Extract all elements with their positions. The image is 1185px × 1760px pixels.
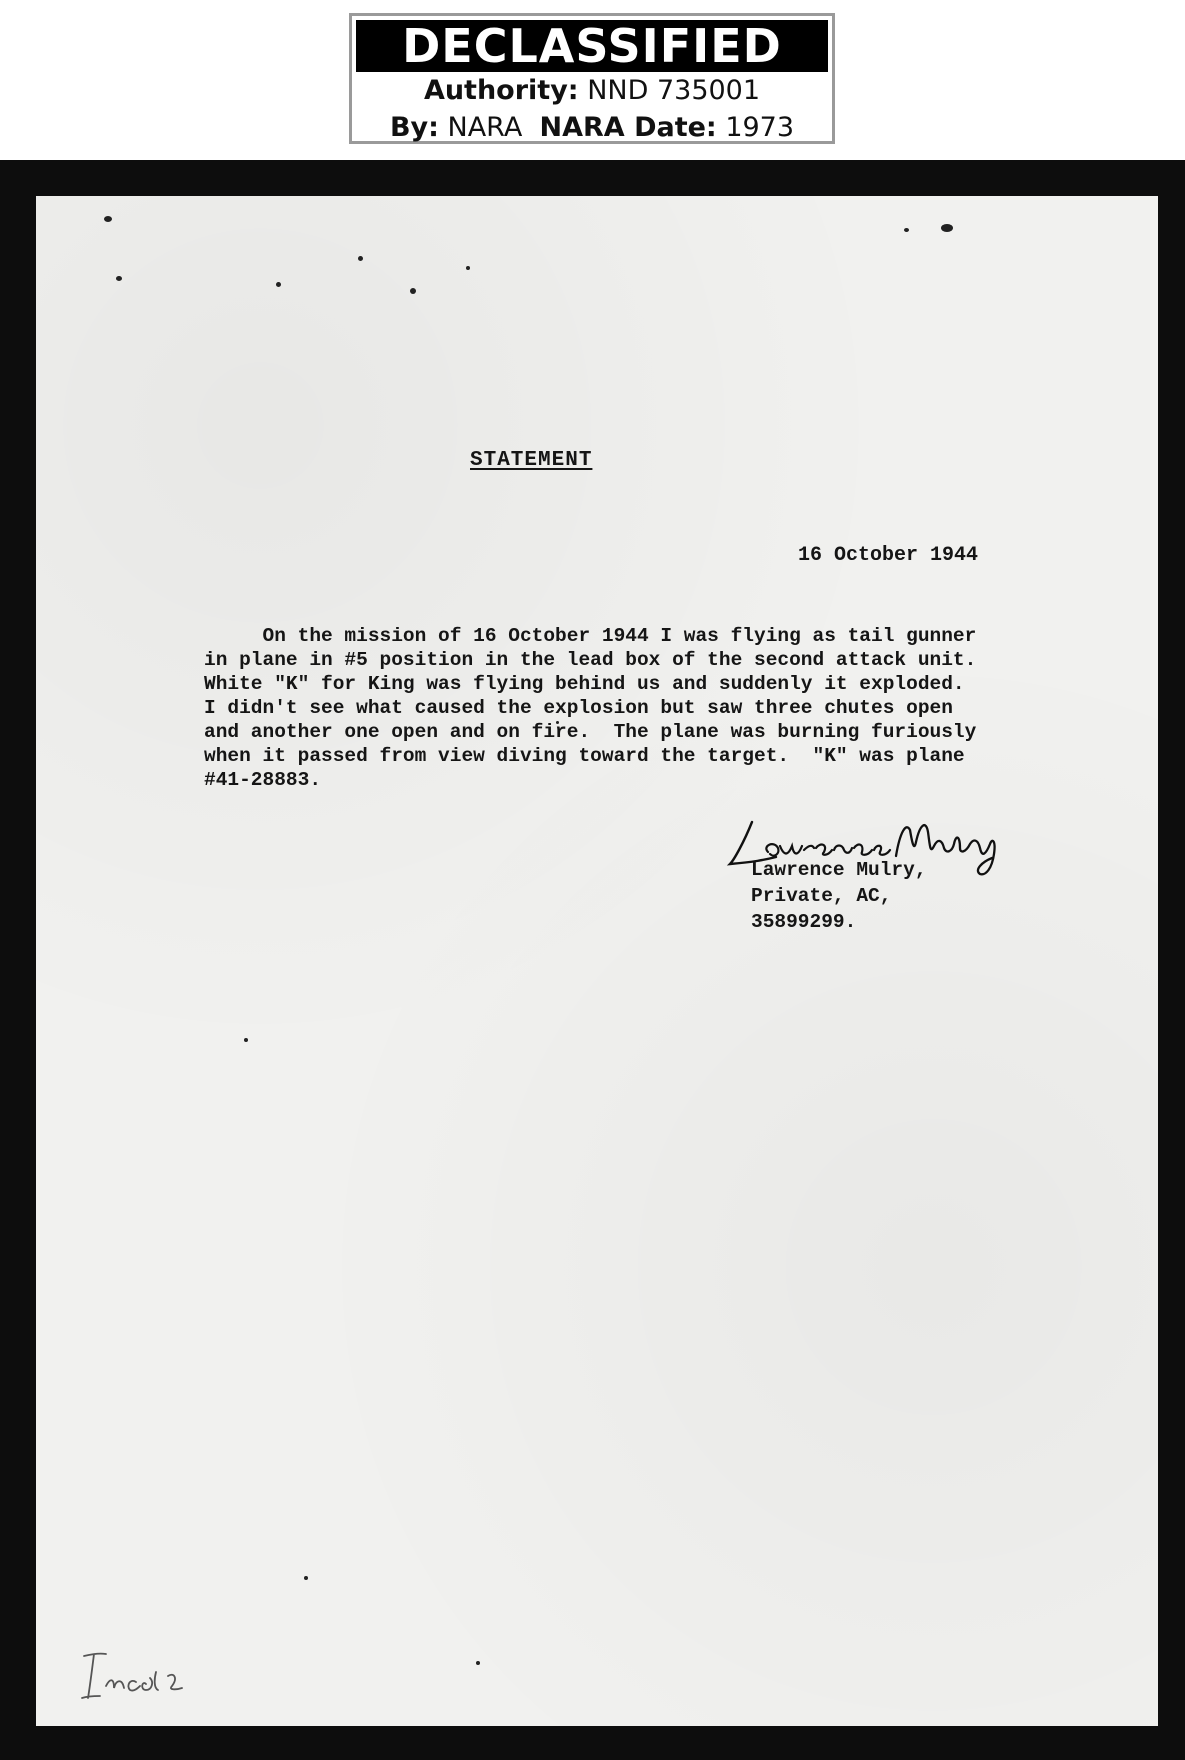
body-line: I didn't see what caused the explosion but saw three chutes open [204,697,953,719]
stamp-by-line [352,109,832,146]
stamp-by-label: By: [389,112,439,143]
stamp-banner: DECLASSIFIED [356,20,828,72]
statement-body [204,624,1024,792]
handwritten-margin-note [80,1636,210,1706]
dust-speck [410,288,416,294]
body-line: when it passed from view diving toward the target. "K" was plane [204,745,965,767]
dust-speck [904,228,909,232]
paper-sheet [36,196,1158,1726]
dust-speck [476,1661,480,1665]
stamp-authority-line [352,72,832,109]
stamp-date-value: 1973 [725,112,795,143]
dust-speck [941,224,953,232]
dust-speck [104,216,112,222]
dust-speck [276,282,281,287]
dust-speck [358,256,363,261]
signer-serial: 35899299. [751,911,857,933]
stamp-by-value: NARA [447,112,523,143]
declassified-stamp [349,13,835,144]
document-title: STATEMENT [470,449,593,472]
body-line: and another one open and on fire. The plane was burning furiously [204,721,977,743]
stamp-authority-label: Authority: [423,75,579,106]
body-line: in plane in #5 position in the lead box of the second attack unit. [204,649,977,671]
signature-block [751,857,927,935]
body-line: On the mission of 16 October 1944 I was flying as tail gunner [204,625,977,647]
document-date: 16 October 1944 [798,544,979,567]
scanned-page [0,160,1185,1760]
dust-speck [466,266,470,270]
signer-name: Lawrence Mulry, [751,859,927,881]
signer-rank: Private, AC, [751,885,892,907]
dust-speck [116,276,122,281]
body-line: White "K" for King was flying behind us and suddenly it exploded. [204,673,965,695]
dust-speck [244,1038,248,1042]
dust-speck [304,1576,308,1580]
body-line: #41-28883. [204,769,322,791]
stamp-authority-value: NND 735001 [587,75,761,106]
stamp-date-label: NARA Date: [539,112,717,143]
